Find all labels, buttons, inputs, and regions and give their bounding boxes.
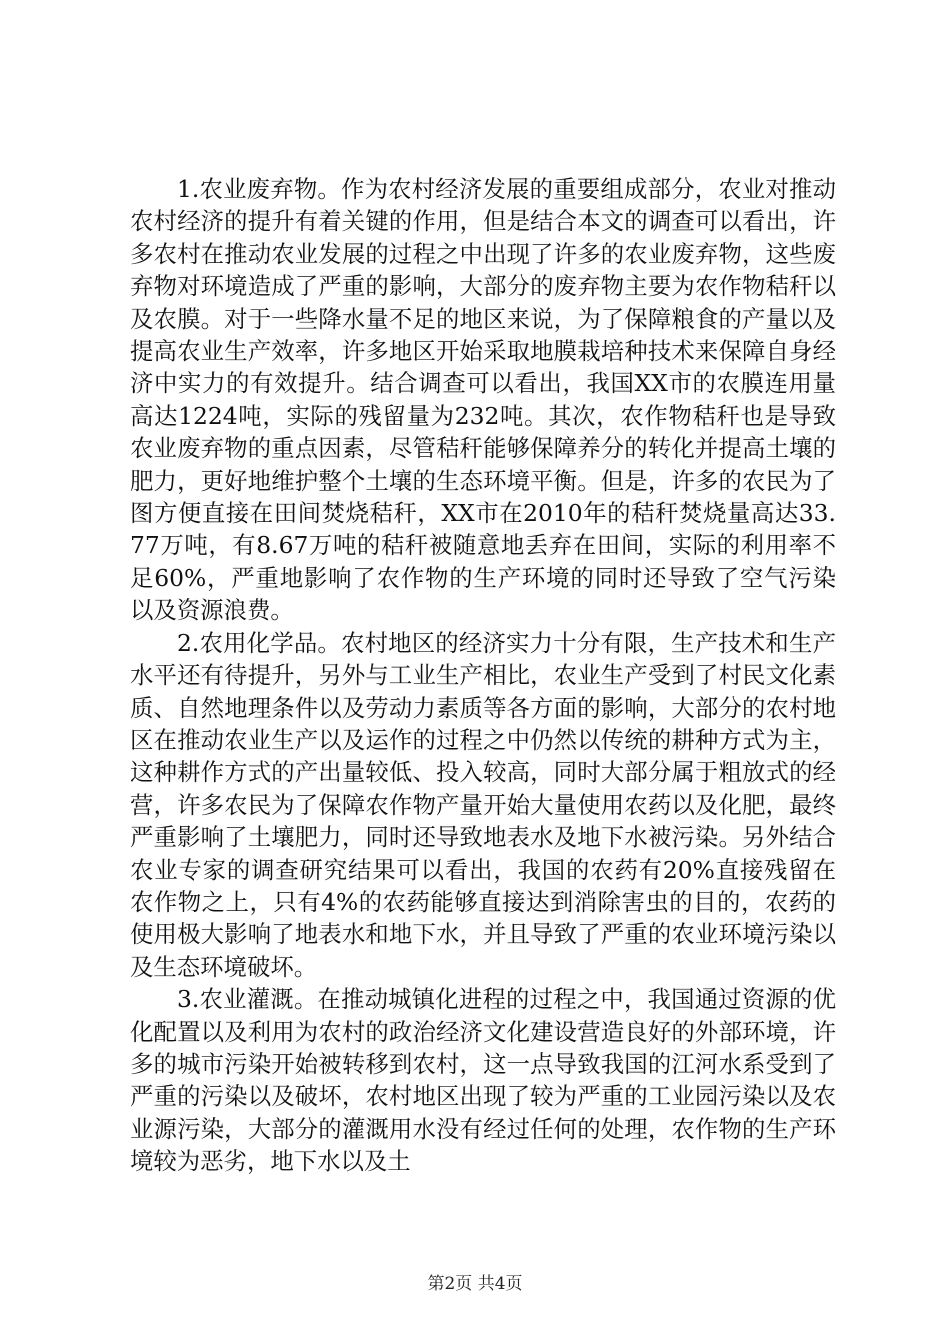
paragraph-agricultural-waste: 1.农业废弃物。作为农村经济发展的重要组成部分，农业对推动农村经济的提升有着关键的作用，但是结合本文的调查可以看出，许多农村在推动农业发展的过程之中出现了许多的农业废弃物，这些废弃物对环境造成了严重的影响，大部分的废弃物主要为农作物秸秆以及农膜。对于一些降水量不足的地区来说，为了保障粮食的产量以及提高农业生产效率，许多地区开始采取地膜栽培种技术来保障自身经济中实力的有效提升。结合调查可以看出，我国XX市的农膜连用量高达1224吨，实际的残留量为232吨。其次，农作物秸秆也是导致农业废弃物的重点因素，尽管秸秆能够保障养分的转化并提高土壤的肥力，更好地维护整个土壤的生态环境平衡。但是，许多的农民为了图方便直接在田间焚烧秸秆，XX市在2010年的秸秆焚烧量高达33.77万吨，有8.67万吨的秸秆被随意地丢弃在田间，实际的利用率不足60%，严重地影响了农作物的生产环境的同时还导致了空气污染以及资源浪费。: [130, 175, 836, 625]
paragraph-agricultural-chemicals: 2.农用化学品。农村地区的经济实力十分有限，生产技术和生产水平还有待提升，另外与工业生产相比，农业生产受到了村民文化素质、自然地理条件以及劳动力素质等各方面的影响，大部分的农村地区在推动农业生产以及运作的过程之中仍然以传统的耕种方式为主，这种耕作方式的产出量较低、投入较高，同时大部分属于粗放式的经营，许多农民为了保障农作物产量开始大量使用农药以及化肥，最终严重影响了土壤肥力，同时还导致地表水及地下水被污染。另外结合农业专家的调查研究结果可以看出，我国的农药有20%直接残留在农作物之上，只有4%的农药能够直接达到消除害虫的目的，农药的使用极大影响了地表水和地下水，并且导致了严重的农业环境污染以及生态环境破坏。: [130, 628, 836, 981]
document-body: [130, 173, 836, 1178]
paragraph-agricultural-irrigation: 3.农业灌溉。在推动城镇化进程的过程之中，我国通过资源的优化配置以及利用为农村的政治经济文化建设营造良好的外部环境，许多的城市污染开始被转移到农村，这一点导致我国的江河水系受到了严重的污染以及破坏，农村地区出现了较为严重的工业园污染以及农业源污染，大部分的灌溉用水没有经过任何的处理，农作物的生产环境较为恶劣，地下水以及土: [130, 985, 836, 1176]
page-footer: 第2页 共4页: [427, 1274, 523, 1294]
